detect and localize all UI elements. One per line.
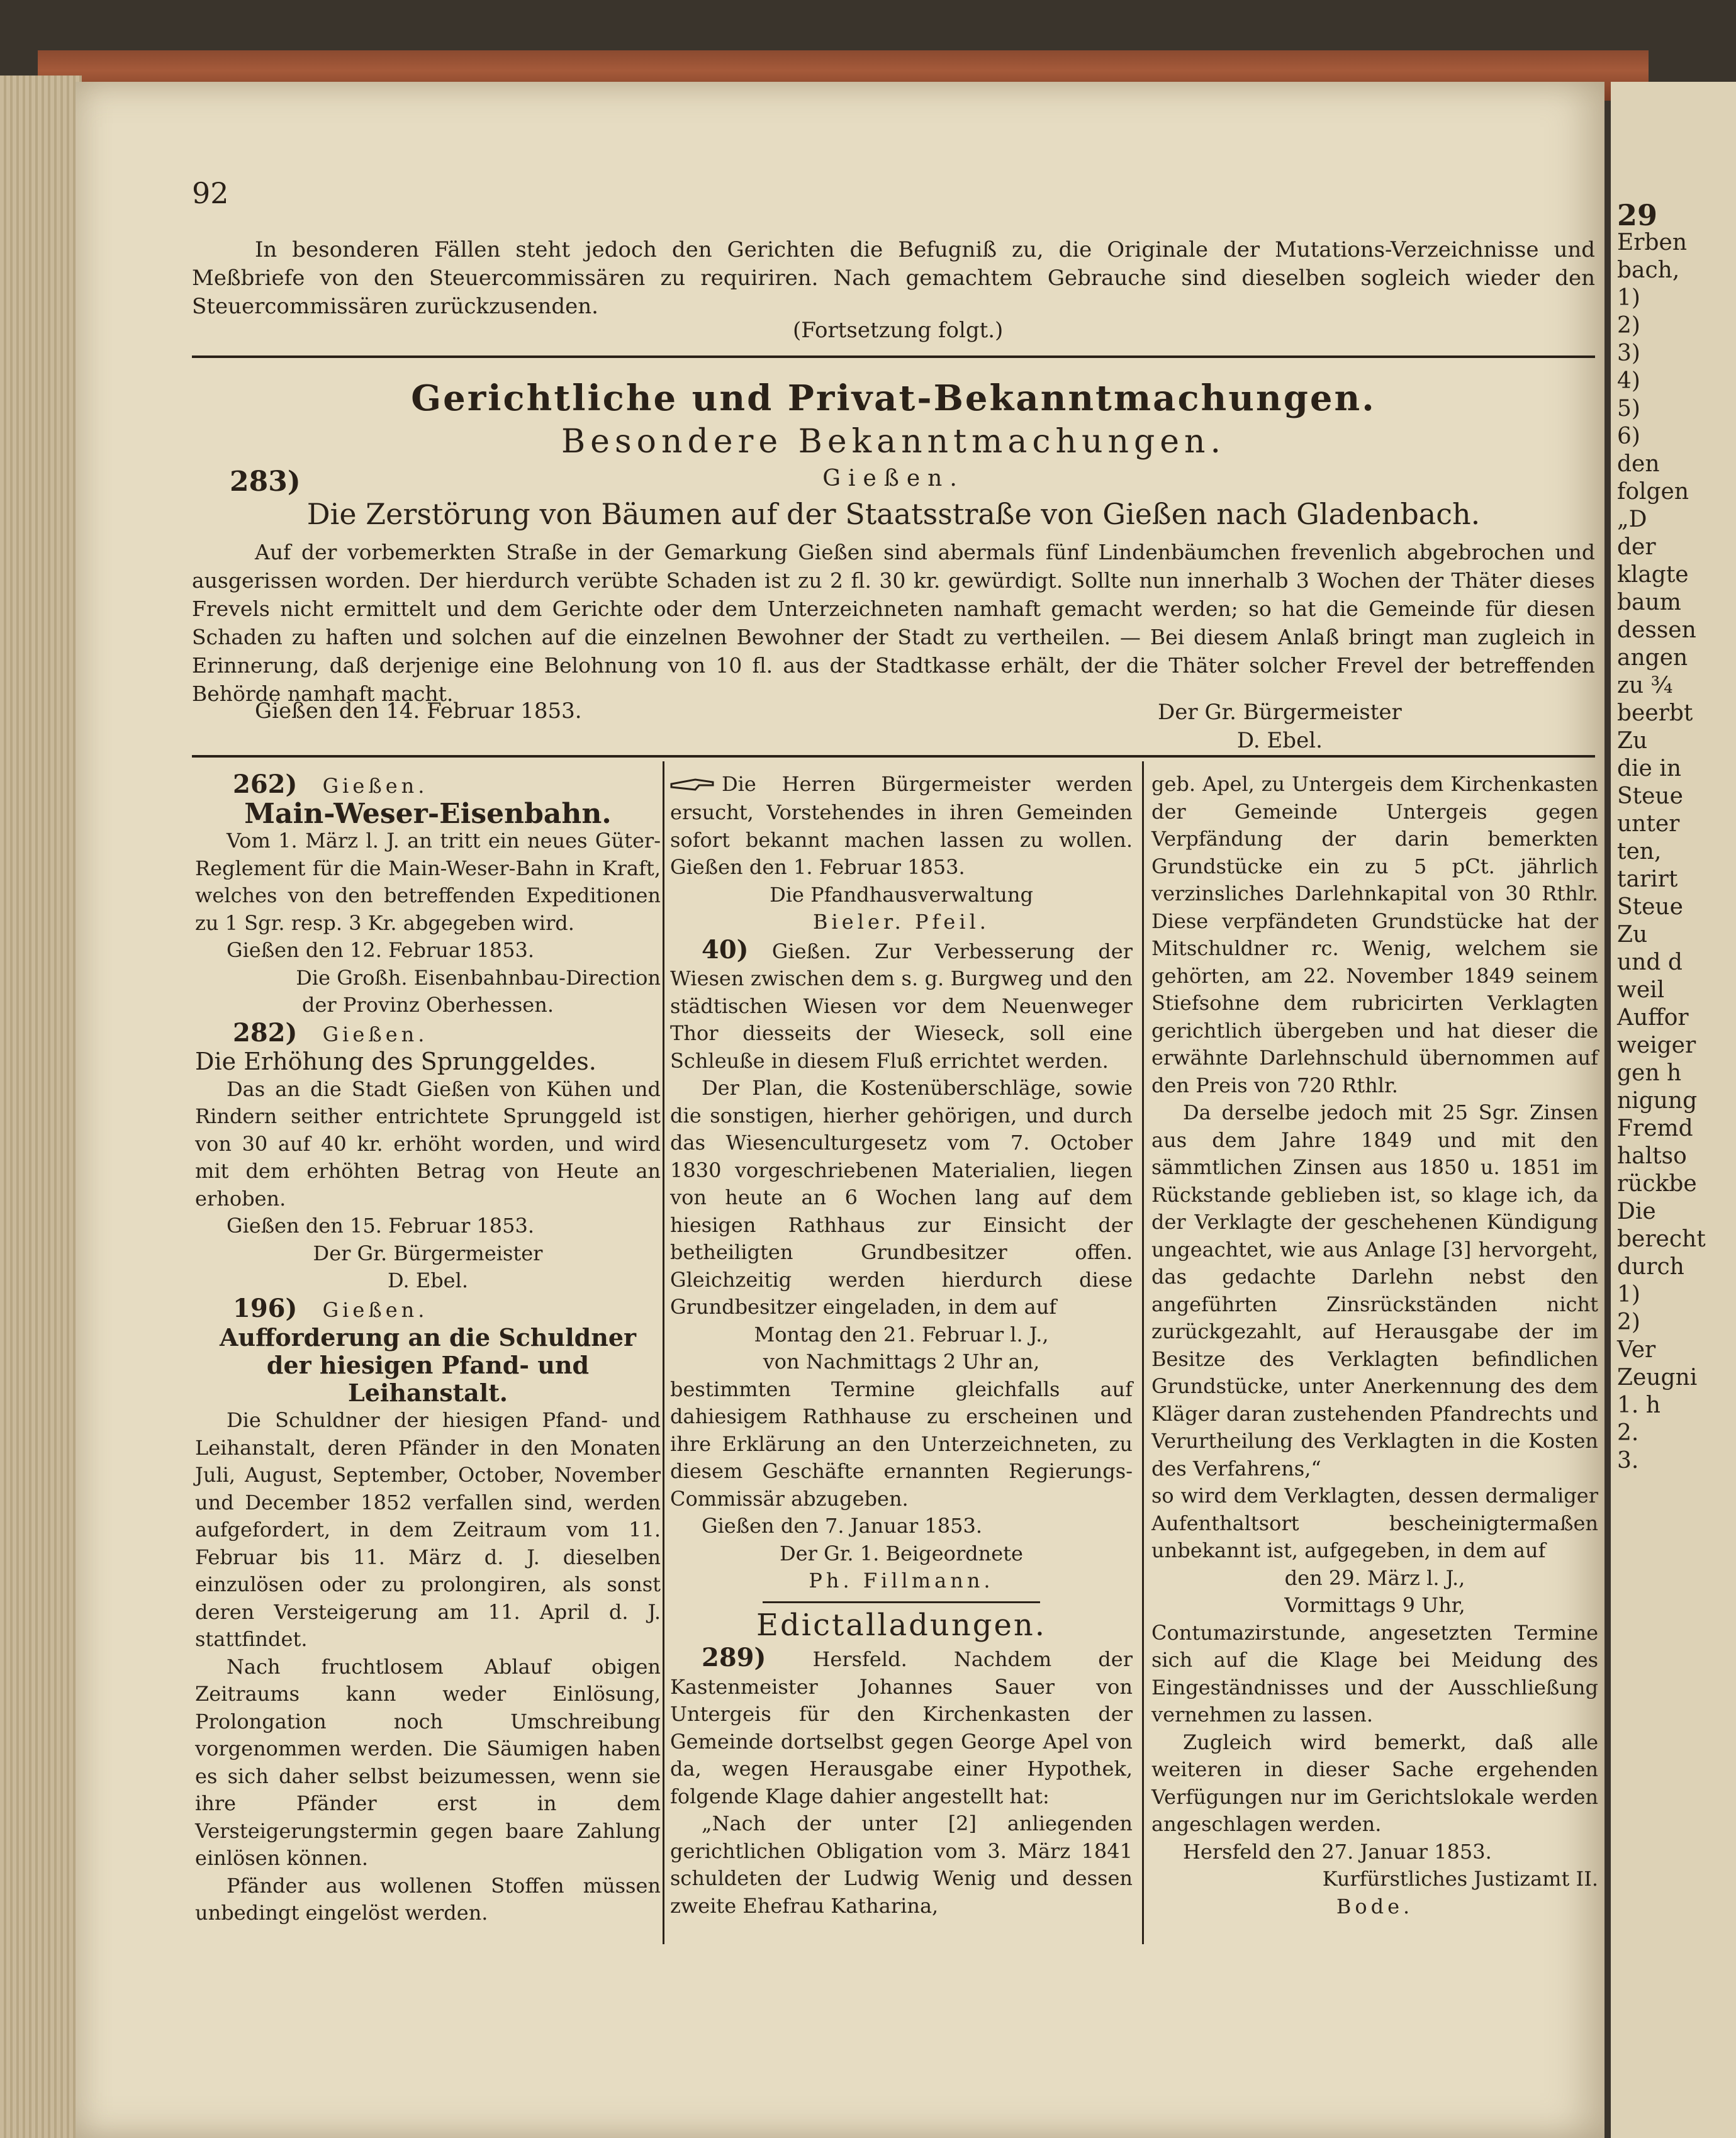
facing-page-fragment-line: der (1617, 534, 1656, 560)
pointing-hand-icon (670, 772, 714, 800)
notice-body: Pfänder aus wollenen Stoffen müssen unbedingt eingelöst werden. (195, 1873, 661, 1925)
column-divider-top (192, 755, 1595, 758)
notice-title: Aufforderung an die Schuldner der hiesigen Pfand- und Leihanstalt. (219, 1323, 637, 1407)
facing-page-fragment (1611, 82, 1736, 2138)
facing-page-fragment-line: 2) (1617, 313, 1640, 339)
facing-page-fragment-line: unter (1617, 811, 1680, 837)
facing-page-fragment-line: durch (1617, 1254, 1684, 1280)
notice-body: Da derselbe jedoch mit 25 Sgr. Zinsen aus dem Jahre 1849 und mit den sämmtlichen Zinsen aus 1850 u. 1851 im Rückstande geblieben ist, so klage ich, da der Verklagte der geschehenen Kündigung ungeachtet, wie aus Anlage [3] hervorgeht, das gedachte Darlehn nebst den angeführten Zinsrückständen nicht zurückgezahlt, auf Herausgabe der im Besitze des Verklagten befindlichen Grundstücke, unter Anerkennung des dem Kläger daran zustehenden Pfandrechts und Verurtheilung des Verklagten in die Kosten des Verfahrens,“ (1151, 1100, 1598, 1480)
notice-body: Der Plan, die Kostenüberschläge, sowie die sonstigen, hierher gehörigen, und durch das Wiesenculturgesetz vom 7. October 1830 vorgeschriebenen Materialien, liegen von heute an 6 Wochen lang auf dem hiesigen Rathhaus zur Einsicht der betheiligten Grundbesitzer offen. Gleichzeitig werden hierdurch diese Grundbesitzer eingeladen, in dem auf (670, 1076, 1133, 1319)
column-rule-1 (663, 761, 664, 1944)
facing-page-fragment-line: 4) (1617, 368, 1640, 394)
signature-line-1: Der Gr. Bürgermeister (1158, 700, 1402, 725)
main-heading: Gerichtliche und Privat-Bekanntmachungen. (411, 378, 1376, 419)
notice-location: Gießen. (322, 1297, 428, 1322)
facing-page-fragment-line: klagte (1617, 562, 1689, 588)
notice-title: Die Erhöhung des Sprunggeldes. (195, 1048, 596, 1075)
notice-number: 40) (702, 934, 749, 965)
facing-page-fragment-line: Zeugni (1617, 1365, 1698, 1391)
facing-page-fragment-line: ten, (1617, 839, 1662, 865)
notice-body: so wird dem Verklagten, dessen dermaliger Aufenthaltsort bescheinigtermaßen unbekannt ist, aufgegeben, in dem auf (1151, 1484, 1598, 1562)
facing-page-fragment-line: folgen (1617, 479, 1689, 505)
notice-number: 282) (233, 1017, 298, 1048)
sub-heading: Besondere Bekanntmachungen. (561, 423, 1226, 461)
facing-page-fragment-line: 3) (1617, 340, 1640, 366)
column-rule-2 (1142, 761, 1144, 1944)
notice-date: Gießen den 7. Januar 1853. (702, 1514, 983, 1538)
notice-body: Das an die Stadt Gießen von Kühen und Rindern seither entrichtete Sprunggeld ist von 30 auf 40 kr. erhöht worden, und wird mit dem erhöhten Betrag von Heute an erhoben. (195, 1077, 661, 1211)
facing-page-fragment-line: die in (1617, 756, 1682, 781)
facing-page-fragment-line: 1. h (1617, 1392, 1660, 1418)
facing-page-fragment-line: den (1617, 451, 1660, 477)
notice-location: Gießen. (322, 774, 428, 798)
notice-signature: Ph. Fillmann. (809, 1569, 994, 1593)
facing-page-fragment-line: gen h (1617, 1060, 1682, 1086)
facing-page-fragment-line: Erben (1617, 230, 1688, 255)
section-heading: Edictalladungen. (756, 1607, 1047, 1643)
notice-quote: „Nach der unter [2] anliegenden gerichtlichen Obligation vom 3. März 1841 schuldeten der Ludwig Wenig und dessen zweite Ehefrau Katharina, (670, 1811, 1133, 1918)
facing-page-fragment-line: berecht (1617, 1226, 1706, 1252)
notice-number: 196) (233, 1293, 298, 1323)
signature-line-2: D. Ebel. (1236, 728, 1323, 753)
facing-page-fragment-line: 1) (1617, 1282, 1640, 1307)
notice-body: Vom 1. März l. J. an tritt ein neues Güter-Reglement für die Main-Weser-Bahn in Kraft, welches von den betreffenden Expeditionen zu 1 Sgr. resp. 3 Kr. abgegeben wird. (195, 829, 661, 935)
notice-signature: Der Gr. Bürgermeister (313, 1241, 543, 1265)
facing-page-fragment-line: Steue (1617, 894, 1683, 920)
notice-term: von Nachmittags 2 Uhr an, (763, 1350, 1040, 1374)
page-number: 92 (192, 176, 229, 210)
facing-page-fragment-line: Zu (1617, 728, 1648, 754)
notice-number: 289) (702, 1643, 766, 1673)
notice-date: Gießen den 12. Februar 1853. (227, 938, 535, 962)
notice-body: Gießen. Zur Verbesserung der Wiesen zwischen dem s. g. Burgweg und den städtischen Wiesen vor dem Neuenweger Thor diesseits der Wieseck, soll eine Schleuße in diesem Fluß errichtet werden. (670, 939, 1133, 1073)
notice-body: Nach fruchtlosem Ablauf obigen Zeitraums kann weder Einlösung, Prolongation noch Umschreibung vorgenommen werden. Die Säumigen haben es sich daher selbst beizumessen, wenn sie ihre Pfänder erst in dem Versteigerungstermin gegen baare Zahlung einlösen können. (195, 1654, 661, 1870)
notice-date: Gießen den 14. Februar 1853. (255, 698, 582, 724)
notice-signature (1158, 698, 1402, 755)
facing-page-fragment-line: „D (1617, 507, 1647, 532)
facing-page-fragment-line: zu ¾ (1617, 673, 1673, 698)
notice-body: Die Schuldner der hiesigen Pfand- und Leihanstalt, deren Pfänder in den Monaten Juli, August, September, October, November und December 1852 verfallen sind, werden aufgefordert, in dem Zeitraum vom 11. Februar bis 11. März d. J. dieselben einzulösen oder zu prolongiren, als sonst deren Versteigerung am 11. April d. J. stattfindet. (195, 1408, 661, 1651)
facing-page-fragment-line: weil (1617, 977, 1665, 1003)
notice-term: Vormittags 9 Uhr, (1284, 1593, 1465, 1617)
notice-signature: D. Ebel. (387, 1268, 469, 1292)
facing-page-fragment-line: angen (1617, 645, 1688, 671)
facing-page-fragment-line: 29 (1617, 198, 1658, 232)
column-1 (195, 771, 661, 1927)
intro-paragraph: In besonderen Fällen steht jedoch den Gerichten die Befugniß zu, die Originale der Mutations-Verzeichnisse und Meßbriefe von den Steuercommissären zu requiriren. Nach gemachtem Gebrauche sind dieselben sogleich wieder den Steuercommissären zurückzusenden. (192, 237, 1595, 319)
column-2 (670, 771, 1133, 1920)
notice-signature: der Provinz Oberhessen. (302, 993, 554, 1017)
notice-term: den 29. März l. J., (1284, 1565, 1465, 1590)
notice-location: Gießen. (322, 1022, 428, 1046)
facing-page-fragment-line: nigung (1617, 1088, 1698, 1114)
facing-page-fragment-line: Steue (1617, 783, 1683, 809)
notice-body: Contumazirstunde, angesetzten Termine sich auf die Klage bei Meidung des Eingeständnisses und der Ausschließung vernehmen zu lassen. (1151, 1620, 1598, 1727)
facing-page-fragment-line: tarirt (1617, 866, 1678, 892)
facing-page-fragment-line: 2) (1617, 1309, 1640, 1335)
facing-page-fragment-line: Auffor (1617, 1005, 1689, 1031)
continued-note: (Fortsetzung folgt.) (793, 318, 1004, 343)
facing-page-fragment-line: 1) (1617, 285, 1640, 311)
notice-location: Gießen. (822, 466, 965, 491)
notice-signature: Kurfürstliches Justizamt II. (1322, 1867, 1598, 1891)
facing-page-fragment-line: und d (1617, 949, 1683, 975)
notice-title: Main-Weser-Eisenbahn. (244, 797, 612, 830)
facing-page-fragment-line: 5) (1617, 396, 1640, 422)
notice-signature: Der Gr. 1. Beigeordnete (780, 1541, 1023, 1565)
notice-body: Hersfeld. Nachdem der Kastenmeister Johannes Sauer von Untergeis für den Kirchenkasten der Gemeinde dortselbst gegen George Apel von da, wegen Herausgabe einer Hypothek, folgende Klage dahier angestellt hat: (670, 1647, 1133, 1808)
facing-page-fragment-line: dessen (1617, 617, 1696, 643)
notice-body: geb. Apel, zu Untergeis dem Kirchenkasten der Gemeinde Untergeis gegen Verpfändung der darin bemerkten Grundstücke ein zu 5 pCt. jährlich verzinsliches Darlehnkapital von 30 Rthlr. Diese verpfändeten Grundstücke hat der Mitschuldner rc. Wenig, welchem sie gehörten, am 22. November 1849 seinem Stiefsohne dem rubricirten Verklagten gerichtlich übergeben und hat dieser die erwähnte Darlehnschuld übernommen auf den Preis von 720 Rthlr. (1151, 772, 1598, 1097)
facing-page-fragment-line: Zu (1617, 922, 1648, 948)
facing-page-fragment-line: haltso (1617, 1143, 1687, 1169)
facing-page-fragment-line: beerbt (1617, 700, 1693, 726)
facing-page-fragment-line: weiger (1617, 1033, 1696, 1058)
notice-body: Die Herren Bürgermeister werden ersucht, Vorstehendes in ihren Gemeinden sofort bekannt machen lassen zu wollen. Gießen den 1. Februar 1853. (670, 772, 1133, 880)
facing-page-fragment-line: Fremd (1617, 1116, 1693, 1141)
facing-page-fragment-line: bach, (1617, 257, 1680, 283)
facing-page-fragment-line: Die (1617, 1199, 1656, 1224)
notice-signature: Bieler. Pfeil. (813, 910, 990, 934)
page-stack-left (0, 76, 82, 2138)
facing-page-fragment-line: Ver (1617, 1337, 1656, 1363)
notice-signature: Die Pfandhausverwaltung (770, 882, 1033, 907)
notice-date: Gießen den 15. Februar 1853. (227, 1214, 535, 1238)
notice-signature: Bode. (1336, 1894, 1414, 1918)
section-divider (192, 355, 1595, 358)
facing-page-fragment-line: baum (1617, 590, 1681, 615)
notice-body: Zugleich wird bemerkt, daß alle weiteren in dieser Sache ergehenden Verfügungen nur im Gerichtslokale werden angeschlagen werden. (1151, 1730, 1598, 1836)
facing-page-text (1611, 82, 1736, 1475)
section-divider (763, 1601, 1040, 1603)
notice-number: 283) (230, 466, 301, 498)
notice-term: Montag den 21. Februar l. J., (754, 1322, 1049, 1346)
facing-page-fragment-line: 3. (1617, 1448, 1639, 1474)
facing-page-fragment-line: 6) (1617, 423, 1640, 449)
notice-signature: Die Großh. Eisenbahnbau-Direction (296, 965, 661, 990)
notice-title: Die Zerstörung von Bäumen auf der Staatsstraße von Gießen nach Gladenbach. (306, 497, 1481, 531)
notice-body: Auf der vorbemerkten Straße in der Gemarkung Gießen sind abermals fünf Lindenbäumchen frevenlich abgebrochen und ausgerissen worden. Der hierdurch verübte Schaden ist zu 2 fl. 30 kr. gewürdigt. Sollte nun innerhalb 3 Wochen der Thäter dieses Frevels nicht ermittelt und dem Gerichte oder dem Unterzeichneten namhaft gemacht werden; so hat die Gemeinde für diesen Schaden zu haften und solchen auf die einzelnen Bewohner der Stadt zu vertheilen. — Bei diesem Anlaß bringt man zugleich in Erinnerung, daß derjenige eine Belohnung von 10 fl. aus der Stadtkasse erhält, der die Thäter solcher Frevel der betreffenden Behörde namhaft macht. (192, 540, 1595, 706)
notice-date: Hersfeld den 27. Januar 1853. (1183, 1839, 1492, 1864)
facing-page-fragment-line: rückbe (1617, 1171, 1697, 1197)
facing-page-fragment-line: 2. (1617, 1420, 1639, 1446)
notice-number: 262) (233, 770, 298, 799)
column-3 (1151, 771, 1598, 1920)
notice-body: bestimmten Termine gleichfalls auf dahiesigem Rathhause zu erscheinen und ihre Erklärung an den Unterzeichneten, zu diesem Geschäfte ernannten Regierungs-Commissär abzugeben. (670, 1377, 1133, 1511)
